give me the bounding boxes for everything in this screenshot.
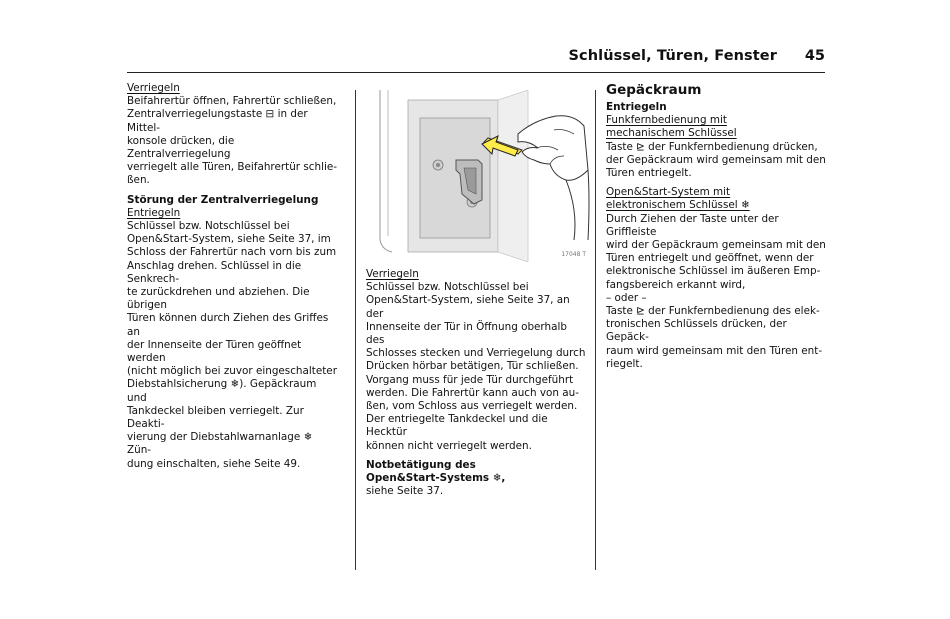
text-line: Open&Start-System, siehe Seite 37, im — [127, 233, 331, 246]
open-start-heading: Open&Start-System mit — [606, 186, 731, 199]
text-line: Anschlag drehen. Schlüssel in die Senkrech- — [127, 259, 302, 285]
verriegeln-heading: Verriegeln — [127, 82, 180, 94]
text-line: tronischen Schlüssels drücken, der Gepäck- — [606, 318, 787, 344]
text-line: Schlosses stecken und Verriegelung durch — [366, 347, 586, 360]
text-line: Schloss der Fahrertür nach vorn bis zum — [127, 246, 337, 259]
figure-label: 17048 T — [561, 251, 586, 258]
text-line: raum wird gemeinsam mit den Türen ent- — [606, 344, 823, 357]
entriegeln-text — [127, 220, 339, 471]
text-line: Taste ⊵ der Funkfernbedienung des elek- — [606, 305, 820, 318]
text-line: te zurückdrehen und abziehen. Die übrigen — [127, 286, 310, 312]
stoerung-heading: Störung der Zentralverriegelung — [127, 193, 319, 206]
funk-heading: Funkfernbedienung mit — [606, 114, 727, 127]
text-line: können nicht verriegelt werden. — [366, 439, 532, 452]
door-lock-illustration — [378, 90, 590, 262]
column-middle — [366, 268, 588, 498]
text-line: der Gepäckraum wird gemeinsam mit den — [606, 153, 826, 166]
entriegeln-heading-3: Entriegeln — [606, 101, 667, 113]
verriegeln-heading-2: Verriegeln — [366, 268, 419, 280]
verriegeln-text — [127, 95, 339, 187]
open-start-heading-2: elektronischem Schlüssel ❄ — [606, 199, 750, 212]
notbetaetigung-heading-2: Open&Start-Systems ❄, — [366, 472, 506, 485]
funk-text — [606, 141, 828, 181]
text-line: ßen. — [127, 174, 150, 187]
text-line: Taste ⊵ der Funkfernbedienung drücken, — [606, 140, 818, 153]
header-title: Schlüssel, Türen, Fenster — [568, 48, 777, 64]
text-line: der Innenseite der Türen geöffnet werden — [127, 338, 302, 365]
open-start-text — [606, 213, 828, 371]
notbetaetigung-heading: Notbetätigung des — [366, 458, 476, 471]
text-line: Beifahrertür öffnen, Fahrertür schließen, — [127, 95, 337, 108]
text-line: Schlüssel bzw. Notschlüssel bei — [127, 220, 290, 233]
see-page-ref: siehe Seite 37. — [366, 485, 444, 498]
text-line: Der entriegelte Tankdeckel und die Hecktür — [366, 413, 548, 439]
text-line: Durch Ziehen der Taste unter der Griffleiste — [606, 212, 779, 238]
text-line: verriegelt alle Türen, Beifahrertür schlie- — [127, 161, 337, 174]
column-right — [606, 82, 828, 371]
text-line: Zentralverriegelungstaste ⊟ in der Mittel- — [127, 108, 308, 134]
text-line: dung einschalten, siehe Seite 49. — [127, 457, 301, 470]
text-line: Türen entriegelt. — [606, 167, 692, 180]
text-line: Open&Start-System, siehe Seite 37, an der — [366, 294, 570, 320]
text-line: ßen, vom Schloss aus verriegelt werden. — [366, 400, 578, 413]
text-line: werden. Die Fahrertür kann auch von au- — [366, 386, 579, 399]
text-line: riegelt. — [606, 357, 643, 370]
column-divider-2 — [595, 90, 596, 570]
text-line: konsole drücken, die Zentralverriegelung — [127, 134, 235, 161]
text-line: wird der Gepäckraum gemeinsam mit den — [606, 239, 826, 252]
text-line: Schlüssel bzw. Notschlüssel bei — [366, 281, 529, 294]
text-line: elektronische Schlüssel im äußeren Emp- — [606, 265, 821, 278]
text-line: Diebstahlsicherung ❄). Gepäckraum und — [127, 378, 317, 404]
page-header — [127, 46, 825, 73]
section-title: Gepäckraum — [606, 82, 702, 98]
text-line: Türen können durch Ziehen des Griffes an — [127, 312, 329, 338]
verriegeln-text-2 — [366, 281, 588, 453]
text-line: (nicht möglich bei zuvor eingeschalteter — [127, 365, 337, 378]
text-line: Innenseite der Tür in Öffnung oberhalb des — [366, 320, 567, 347]
entriegeln-heading: Entriegeln — [127, 206, 181, 219]
text-line: fangsbereich erkannt wird, — [606, 278, 746, 291]
text-line: vierung der Diebstahlwarnanlage ❄ Zün- — [127, 431, 313, 457]
column-divider-1 — [355, 90, 356, 570]
text-line: Tankdeckel bleiben verriegelt. Zur Deakti- — [127, 404, 304, 431]
text-line: Drücken hörbar betätigen, Tür schließen. — [366, 360, 579, 373]
page-number: 45 — [804, 48, 825, 64]
text-line: Türen entriegelt und geöffnet, wenn der — [606, 252, 814, 265]
column-left — [127, 82, 339, 471]
text-line: – oder – — [606, 291, 647, 304]
text-line: Vorgang muss für jede Tür durchgeführt — [366, 373, 574, 386]
door-lock-drawing — [378, 90, 590, 262]
funk-heading-2: mechanischem Schlüssel — [606, 127, 737, 140]
